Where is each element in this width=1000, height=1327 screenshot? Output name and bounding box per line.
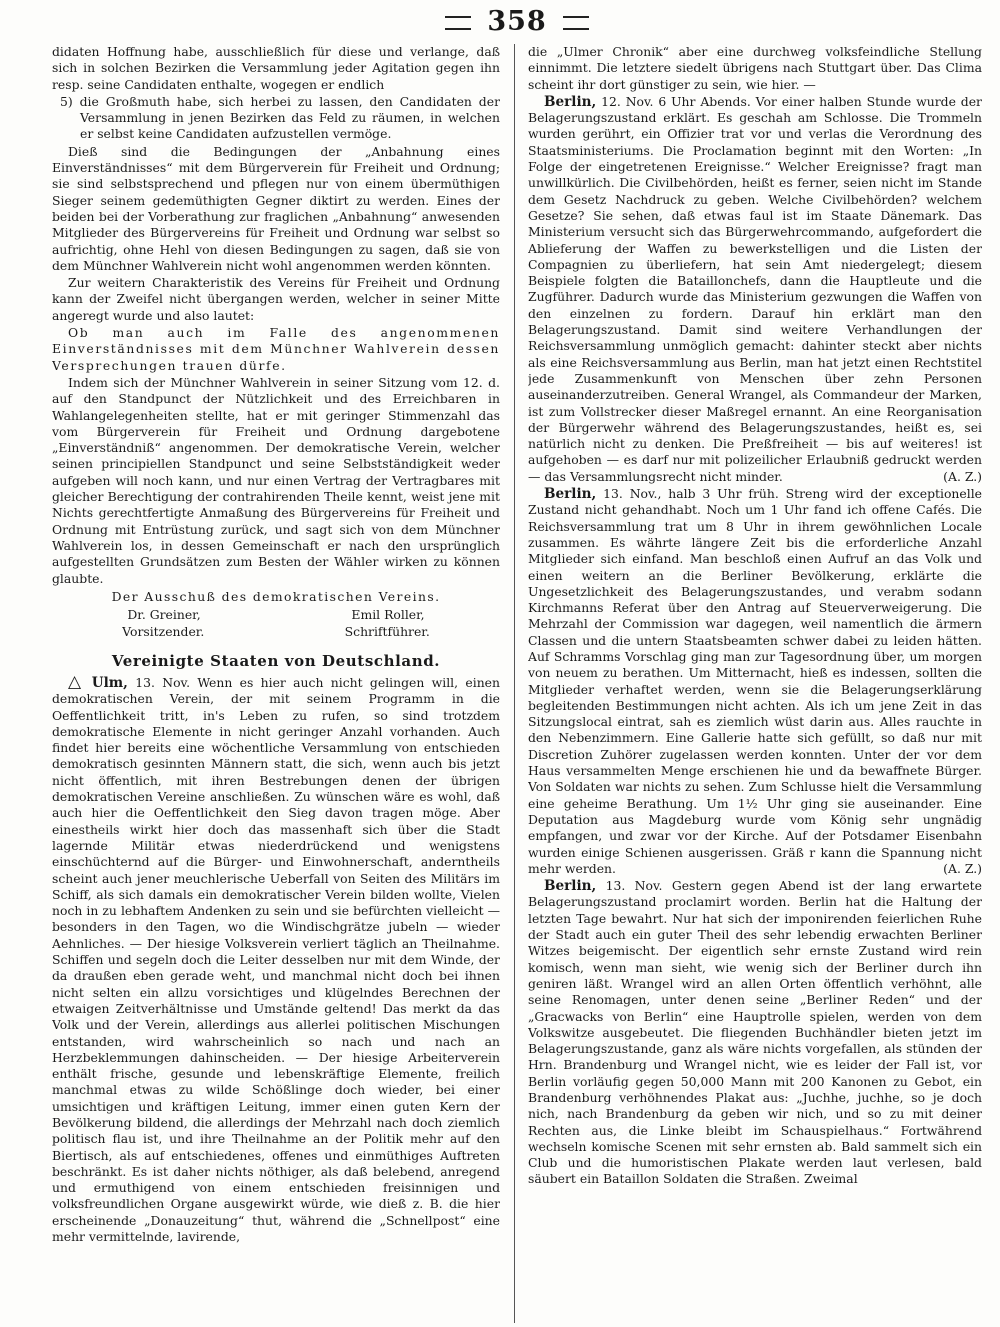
column-divider xyxy=(514,44,515,1323)
dateline-place: Ulm, xyxy=(91,674,128,691)
triangle-icon: △ xyxy=(68,671,85,692)
right-column xyxy=(528,44,982,1323)
article-text: Gestern gegen Abend ist der lang erwartete Belagerungszustand proclamirt worden. Berlin hat die Haltung der letzten Tage bewahrt. Nur hat sich der imponirenden feierlichen Ruhe der Stadt auch ein guter Theil des sehr lebendig erwachten Berliner Witzes beigemischt. Der eigentlich sehr ernste Zustand wird rein komisch, wenn man sieht, wie wenig sich der Berliner durch ihn geniren läßt. Wrangel wird an allen Orten öffentlich verhöhnt, alle seine Renomagen, unter denen seine „Berliner Reden“ und der „Gracwacks von Berlin“ eine Hauptrolle spielen, werden von dem Volkswitze ausgebeutet. Die fliegenden Buchhändler bieten jetzt im Belagerungszustande, ganz als wäre nichts vorgefallen, als stünden der Hrn. Brandenburg und Wrangel nicht, wie es leider der Fall ist, vor Berlin vorläufig gegen 50,000 Mann mit 200 Kanonen zu Gebot, ein Brandenburg verhöhnendes Plakat aus: „Juchhe, juchhe, so je doch nich, nach Brandenburg da geben wir nich, und so zu mit deiner Rechten aus, die Linke bleibt im Schauspielhaus.“ Fortwährend wechseln komische Scenen mit sehr ernsten ab. Bald sammelt sich ein Club und die humoristischen Plakate werden laut verlesen, bald säubert ein Bataillon Soldaten die Straßen. Zweimal xyxy=(528,878,982,1187)
paragraph: 5) die Großmuth habe, sich herbei zu lassen, den Candidaten der Versammlung in jenen Bezirken das Feld zu räumen, in welchen er selbst keine Candidaten aufzustellen vermöge. xyxy=(60,93,500,142)
source-reference: (A. Z.) xyxy=(943,468,982,484)
signatory-name: Dr. Greiner, xyxy=(127,607,201,623)
signatory-name: Emil Roller, xyxy=(351,607,425,623)
dateline-place: Berlin, xyxy=(544,93,597,110)
paragraph: Zur weitern Charakteristik des Vereins für Freiheit und Ordnung kann der Zweifel nicht übergangen werden, welcher in seiner Mitte angeregt wurde und also lautet: xyxy=(52,275,500,323)
article-ulm xyxy=(52,671,500,1245)
paragraph: didaten Hoffnung habe, ausschließlich für diese und verlange, daß sich in solchen Bezirken die Versammlung jeder Agitation gegen ihn resp. seine Candidaten enthalte, wogegen er endlich xyxy=(52,44,500,92)
left-column xyxy=(52,44,500,1323)
signatory-role: Schriftführer. xyxy=(344,624,430,640)
dateline-date: 13. Nov., halb 3 Uhr früh. xyxy=(596,486,779,502)
dateline-date: 12. Nov. 6 Uhr Abends. xyxy=(596,93,751,109)
signatory-role: Vorsitzender. xyxy=(122,624,205,640)
paragraph: Dieß sind die Bedingungen der „Anbahnung eines Einverständnisses“ mit dem Bürgerverein für Freiheit und Ordnung; sie sind selbstsprechend und pflegen nur von einem übermüthigen Sieger seinem gedemüthigten Gegner diktirt zu werden. Eines der beiden bei der Vorberathung zur fraglichen „Anbahnung“ anwesenden Mitglieder des Bürgervereins für Freiheit und Ordnung war selbst so aufrichtig, ohne Hehl von diesen Bedingungen zu sagen, daß sie von dem Münchner Wahlverein nicht wohl angenommen werden könnten. xyxy=(52,143,500,273)
dateline-date: 13. Nov. xyxy=(596,878,663,894)
paragraph: die „Ulmer Chronik“ aber eine durchweg volksfeindliche Stellung einnimmt. Die letztere siedelt übrigens nach Stuttgart über. Das Clima scheint ihr dort günstiger zu sein, wie hier. — xyxy=(528,44,982,92)
article-berlin-2 xyxy=(528,486,982,877)
article-text: Vor einer halben Stunde wurde der Belagerungszustand erklärt. Es geschah am Schlosse. Die Trommeln wurden gerührt, ein Offizier trat vor und verlas die Verordnung des Staatsministeriums. Die Proclamation beginnt mit den Worten: „In Folge der eingetretenen Ereignisse.“ Welcher Ereignisse? fragt man unwillkürlich. Die Civilbehörden, heißt es ferner, seien nicht im Stande dem Gesetz Nachdruck zu geben. Welche Civilbehörden? welchem Gesetze? Sie sehen, daß etwas faul ist im Staate Dänemark. Das Ministerium versucht sich das Bürgerwehrcommando, aufgefordert die Ablieferung der Waffen zu bewerkstelligen und die Listen der Compagnien zu überliefern, hat sein Amt niedergelegt; diesem Beispiele folgten die Bataillonchefs, dann die Hauptleute und die Zugführer. Dadurch wurde das Ministerium gezwungen die Waffen von den einzelnen zu fordern. Darauf hin erklärt man den Belagerungszustand. Damit sind weitere Verhandlungen der Reichsversammlung unmöglich gemacht: dahinter steckt aber nichts als eine Reichsversammlung aus Berlin, man hat jetzt einen Rechtstitel jede Zusammenkunft von Menschen über zehn Personen auseinanderzutreiben. General Wrangel, als Commandeur der Marken, ist zum Vollstrecker dieser Maßregel ernannt. An eine Reorganisation der Bürgerwehr während des Belagerungszustandes, heißt es, sei natürlich nicht zu denken. Die Preßfreiheit — bis auf weiteres! ist aufgehoben — es darf nur mit polizeilicher Erlaubniß gedruckt werden — das Versammlungsrecht nicht minder. xyxy=(528,93,982,484)
dateline-date: 13. Nov. xyxy=(127,674,191,690)
signature-heading: Der Ausschuß des demokratischen Vereins. xyxy=(111,588,441,604)
columns xyxy=(52,44,982,1323)
header-ornament-right xyxy=(563,16,589,30)
page-header xyxy=(52,6,982,38)
article-text: Streng wird der exceptionelle Zustand nicht gehandhabt. Noch um 1 Uhr fand ich offene Cafés. Die Reichsversammlung trat um 8 Uhr in ihrem gewöhnlichen Locale zusammen. Es währte längere Zeit bis die erforderliche Anzahl Mitglieder sich einfand. Man beschloß einen Aufruf an das Volk und einen weitern an die Berliner Bevölkerung, erklärte die Ungesetzlichkeit des Belagerungszustandes, und verabm sodann Kirchmanns Referat über den Antrag auf Steuerverweigerung. Die Mehrzahl der Commission war dagegen, weil namentlich die ärmern Classen und die untern Staatsbeamten schwer dabei zu leiden hätten. Auf Schramms Vorschlag ging man zur Tagesordnung über, um morgen von neuem zu berathen. Um Mitternacht, hieß es indessen, sollten die Mitglieder verhaftet werden, wenn sie die Belagerungserklärung begleitenden Bestimmungen nicht achten. Als ich um jene Zeit in das Sitzungslocal eintrat, sah es ziemlich wüst darin aus. Alles rauchte in den Nebenzimmern. Eine Gallerie hatte sich gefüllt, so daß nur mit Discretion Zuhörer zugelassen werden konnten. Unter der vor dem Haus versammelten Menge erschienen hie und da bewaffnete Bürger. Von Soldaten war nichts zu sehen. Zum Schlusse hielt die Versammlung eine geheime Berathung. Um 1½ Uhr ging sie auseinander. Eine Deputation aus Magdeburg wurde vom König sehr ungnädig empfangen, und zwar vor der Kirche. Auf der Potsdamer Eisenbahn wurden einige Schienen ausgerissen. Gräß r kann die Spannung nicht mehr werden. xyxy=(528,486,982,876)
article-berlin-1 xyxy=(528,94,982,485)
page-number: 358 xyxy=(487,6,547,37)
section-heading: Vereinigte Staaten von Deutschland. xyxy=(111,651,441,670)
header-ornament-left xyxy=(445,16,471,30)
dateline-place: Berlin, xyxy=(544,486,597,503)
signature-roles xyxy=(52,624,500,640)
source-reference: (A. Z.) xyxy=(943,860,982,876)
paragraph: Indem sich der Münchner Wahlverein in seiner Sitzung vom 12. d. auf den Standpunct der Nützlichkeit und des Erreichbaren in Wahlangelegenheiten stellte, hat er mit geringer Stimmenzahl das vom Bürgerverein für Freiheit und Ordnung dargebotene „Einverständniß“ angenommen. Der demokratische Verein, welcher seinen principiellen Standpunct und seine Selbstständigkeit weder aufgeben will noch kann, und nur einen Vertrag der Vertragbares mit gleicher Berechtigung der contrahirenden Theile kennt, weist jene mit Nichts gerechtfertigte Anmaßung des Bürgervereins für Freiheit und Ordnung mit Entrüstung zurück, und sagt sich von dem Münchner Wahlverein los, in dessen Gemeinschaft er nach den ursprünglich aufgestellten Grundsätzen zum Besten der Wähler wirken zu können glaubte. xyxy=(52,374,500,586)
article-berlin-3 xyxy=(528,878,982,1188)
signature-names xyxy=(52,607,500,623)
quoted-question: Ob man auch im Falle des angenommenen Einverständnisses mit dem Münchner Wahlverein dessen Versprechungen trauen dürfe. xyxy=(52,325,500,373)
article-text: Wenn es hier auch nicht gelingen will, einen demokratischen Verein, der mit seinem Programm in die Oeffentlichkeit tritt, in's Leben zu rufen, so sind trotzdem demokratische Elemente in nicht geringer Anzahl vorhanden. Auch findet hier bereits eine wöchentliche Versammlung von entschieden demokratisch gesinnten Männern statt, die sich, wenn auch bis jetzt nicht öffentlich, mit ihren Bestrebungen denen der übrigen demokratischen Vereine anschließen. Zu wünschen wäre es wohl, daß auch hier die Oeffentlichkeit den Sieg davon tragen möge. Aber einestheils wirkt hier doch das massenhaft sich über die Stadt lagernde Militär etwas niederdrückend und wenigstens einschüchternd auf die Bürger- und Einwohnerschaft, anderntheils scheint auch jener meuchlerische Ueberfall von Seiten des Militärs im Schiff, als sich damals ein demokratischer Verein bilden wollte, Vielen noch in zu lebhaftem Andenken zu sein und sie befürchten vielleicht — besonders in den Tagen, wo die Windischgrätze jubeln — wieder Aehnliches. — Der hiesige Volksverein verliert täglich an Theilnahme. Schiffen und segeln doch die Leiter desselben nur mit dem Winde, der da draußen eben gerade weht, und manchmal nicht doch bei ihnen nicht selten ein allzu vorsichtiges und klügelndes Berechnen der etwaigen Zeitverhältnisse und Umstände geltend! Das merkt da das Volk und der Verein, allerdings aus allerlei politischen Mischungen entstanden, wird wahrscheinlich so nach und nach an Herzbeklemmungen dahinscheiden. — Der hiesige Arbeiterverein enthält frische, gesunde und lebenskräftige Elemente, freilich manchmal etwas zu wilde Schößlinge doch wieder, bei einer umsichtigen und kräftigen Leitung, immer einen guten Kern der Bevölkerung bildend, die allerdings der Mehrzahl nach doch ziemlich politisch flau ist, und ihre Theilnahme an der Politik mehr auf den Biertisch, als auf entschiedenes, offenes und einmüthiges Auftreten beschränkt. Es ist daher nichts nöthiger, als daß belebend, anregend und ermuthigend von einem entschieden freisinnigen und volksfreundlichen Organe ausgewirkt würde, wie dieß z. B. die hier erscheinende „Donauzeitung“ thut, während die „Schnellpost“ eine mehr vermittelnde, lavirende, xyxy=(52,674,500,1245)
dateline-place: Berlin, xyxy=(544,878,597,895)
